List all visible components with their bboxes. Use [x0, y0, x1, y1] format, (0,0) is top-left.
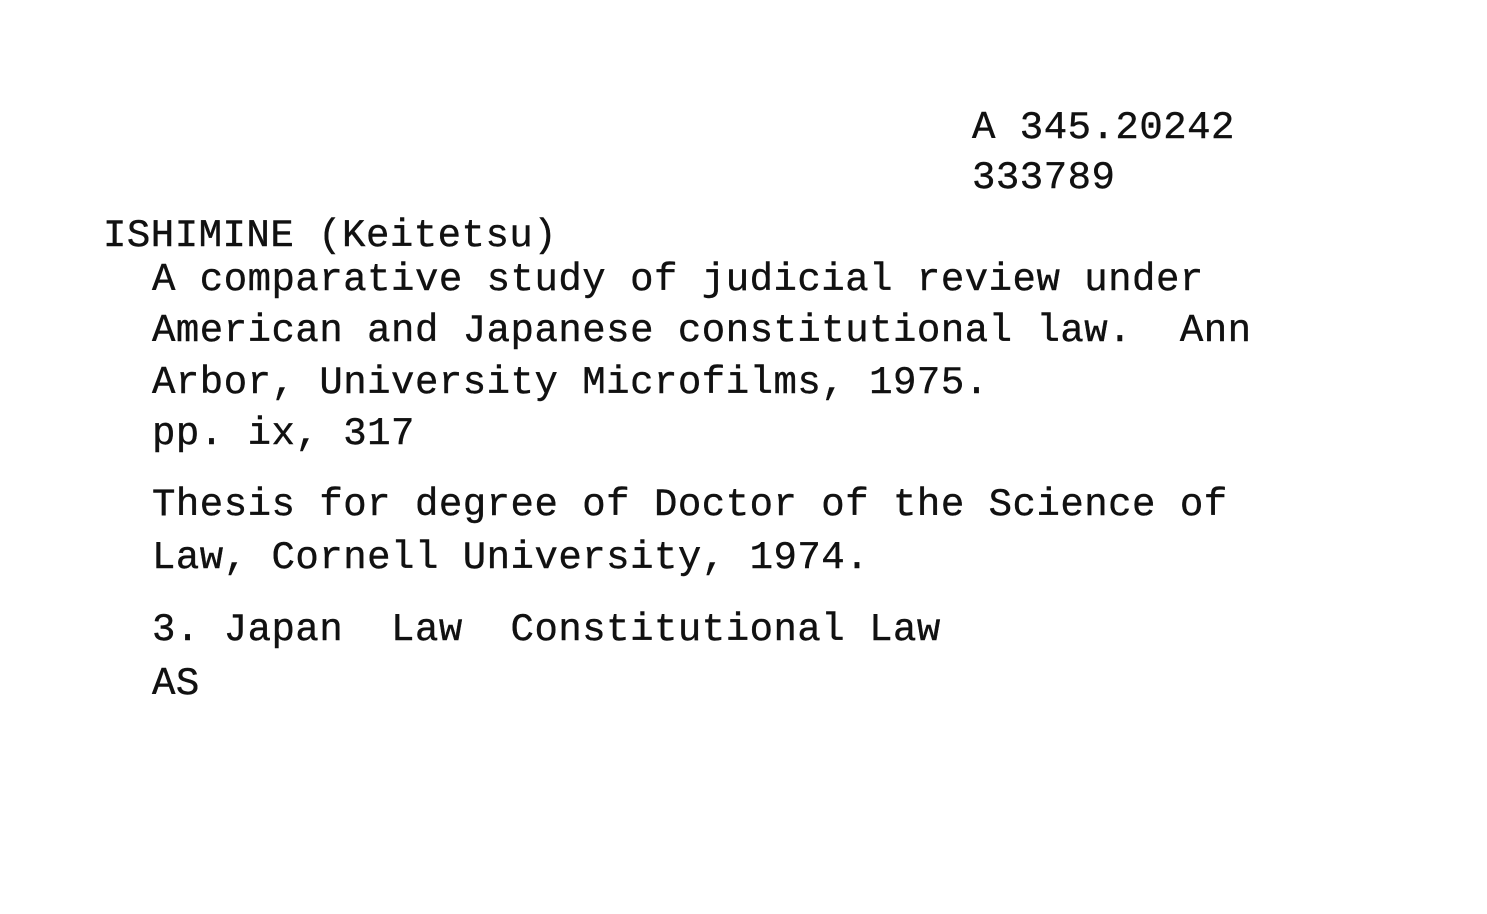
subject-headings: 3. Japan Law Constitutional Law	[152, 608, 941, 652]
collation: pp. ix, 317	[152, 412, 415, 456]
author-heading: ISHIMINE (Keitetsu)	[103, 214, 558, 258]
title-line: A comparative study of judicial review under	[152, 258, 1204, 302]
thesis-note-line: Thesis for degree of Doctor of the Science of	[152, 483, 1228, 527]
cataloger-initials: AS	[152, 662, 200, 706]
title-line: American and Japanese constitutional law. Ann	[152, 309, 1252, 353]
call-number-accession: 333789	[972, 156, 1116, 200]
call-number-class-mark: A 345.20242	[972, 106, 1235, 150]
thesis-note-line: Law, Cornell University, 1974.	[152, 536, 870, 580]
imprint-line: Arbor, University Microfilms, 1975.	[152, 361, 989, 405]
